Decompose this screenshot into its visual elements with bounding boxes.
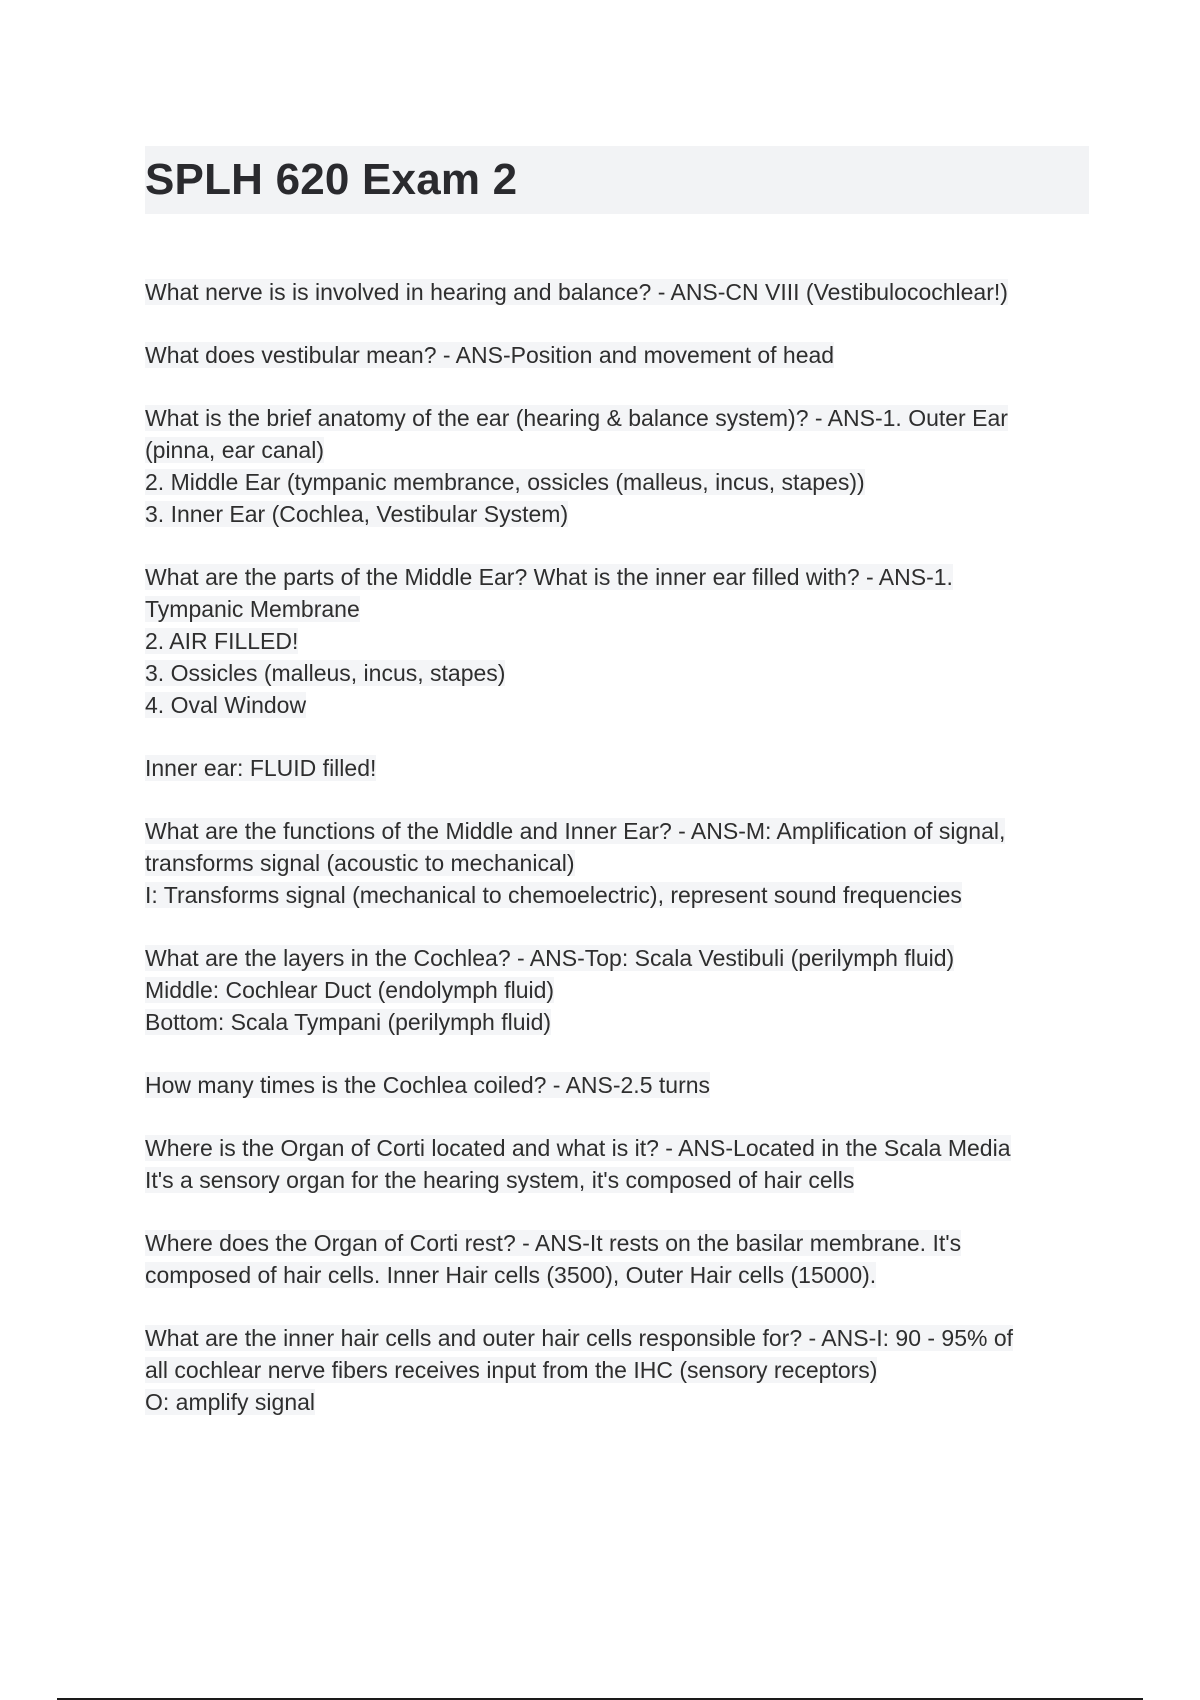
qa-entry — [145, 1322, 1075, 1418]
qa-line-text: 3. Ossicles (malleus, incus, stapes) — [145, 660, 506, 686]
qa-line — [145, 625, 1075, 657]
qa-line — [145, 434, 1075, 466]
qa-line — [145, 466, 1075, 498]
qa-line — [145, 561, 1075, 593]
qa-line-text: Bottom: Scala Tympani (perilymph fluid) — [145, 1009, 552, 1035]
qa-entry — [145, 276, 1075, 308]
qa-line — [145, 657, 1075, 689]
page-title: SPLH 620 Exam 2 — [145, 155, 518, 204]
qa-line-text: 2. Middle Ear (tympanic membrance, ossicles (malleus, incus, stapes)) — [145, 469, 865, 495]
qa-line-text: Middle: Cochlear Duct (endolymph fluid) — [145, 977, 555, 1003]
qa-line — [145, 402, 1075, 434]
qa-entry — [145, 402, 1075, 530]
qa-line-text: composed of hair cells. Inner Hair cells (3500), Outer Hair cells (15000). — [145, 1262, 877, 1288]
qa-line-text: What is the brief anatomy of the ear (hearing & balance system)? - ANS-1. Outer Ear — [145, 405, 1008, 431]
qa-line-text: What are the inner hair cells and outer hair cells responsible for? - ANS-I: 90 - 95% of — [145, 1325, 1014, 1351]
qa-line — [145, 879, 1075, 911]
qa-line-text: O: amplify signal — [145, 1389, 316, 1415]
qa-line — [145, 942, 1075, 974]
qa-line — [145, 752, 1075, 784]
qa-line — [145, 1386, 1075, 1418]
qa-line — [145, 1354, 1075, 1386]
qa-line — [145, 974, 1075, 1006]
qa-line-text: How many times is the Cochlea coiled? - ANS-2.5 turns — [145, 1072, 711, 1098]
qa-line — [145, 498, 1075, 530]
qa-entry — [145, 1132, 1075, 1196]
qa-line — [145, 1322, 1075, 1354]
qa-line-text: Inner ear: FLUID filled! — [145, 755, 377, 781]
qa-line — [145, 1164, 1075, 1196]
qa-line-text: 4. Oval Window — [145, 692, 307, 718]
qa-entry — [145, 942, 1075, 1038]
qa-line-text: 3. Inner Ear (Cochlea, Vestibular System) — [145, 501, 569, 527]
qa-line-text: What are the parts of the Middle Ear? What is the inner ear filled with? - ANS-1. — [145, 564, 953, 590]
qa-entry — [145, 752, 1075, 784]
qa-entry — [145, 339, 1075, 371]
qa-line — [145, 815, 1075, 847]
qa-line-text: transforms signal (acoustic to mechanical) — [145, 850, 575, 876]
qa-entry — [145, 1069, 1075, 1101]
qa-line-text: 2. AIR FILLED! — [145, 628, 299, 654]
qa-line — [145, 593, 1075, 625]
qa-line-text: Tympanic Membrane — [145, 596, 360, 622]
qa-line-text: (pinna, ear canal) — [145, 437, 324, 463]
qa-line — [145, 1259, 1075, 1291]
qa-line-text: What are the functions of the Middle and Inner Ear? - ANS-M: Amplification of signal, — [145, 818, 1006, 844]
qa-line-text: It's a sensory organ for the hearing system, it's composed of hair cells — [145, 1167, 855, 1193]
qa-line-text: What does vestibular mean? - ANS-Position and movement of head — [145, 342, 835, 368]
title-block — [145, 146, 1089, 214]
qa-line — [145, 1006, 1075, 1038]
qa-entry — [145, 561, 1075, 721]
qa-list — [145, 276, 1075, 1449]
qa-line-text: What nerve is is involved in hearing and balance? - ANS-CN VIII (Vestibulocochlear!) — [145, 279, 1008, 305]
qa-entry — [145, 1227, 1075, 1291]
qa-line-text: Where is the Organ of Corti located and what is it? - ANS-Located in the Scala Media — [145, 1135, 1011, 1161]
qa-line — [145, 339, 1075, 371]
qa-line-text: Where does the Organ of Corti rest? - ANS-It rests on the basilar membrane. It's — [145, 1230, 962, 1256]
qa-line — [145, 847, 1075, 879]
qa-line — [145, 1069, 1075, 1101]
qa-line — [145, 276, 1075, 308]
qa-line — [145, 1132, 1075, 1164]
qa-line-text: I: Transforms signal (mechanical to chemoelectric), represent sound frequencies — [145, 882, 962, 908]
qa-line-text: all cochlear nerve fibers receives input from the IHC (sensory receptors) — [145, 1357, 878, 1383]
qa-line-text: What are the layers in the Cochlea? - ANS-Top: Scala Vestibuli (perilymph fluid) — [145, 945, 955, 971]
qa-line — [145, 1227, 1075, 1259]
qa-entry — [145, 815, 1075, 911]
qa-line — [145, 689, 1075, 721]
